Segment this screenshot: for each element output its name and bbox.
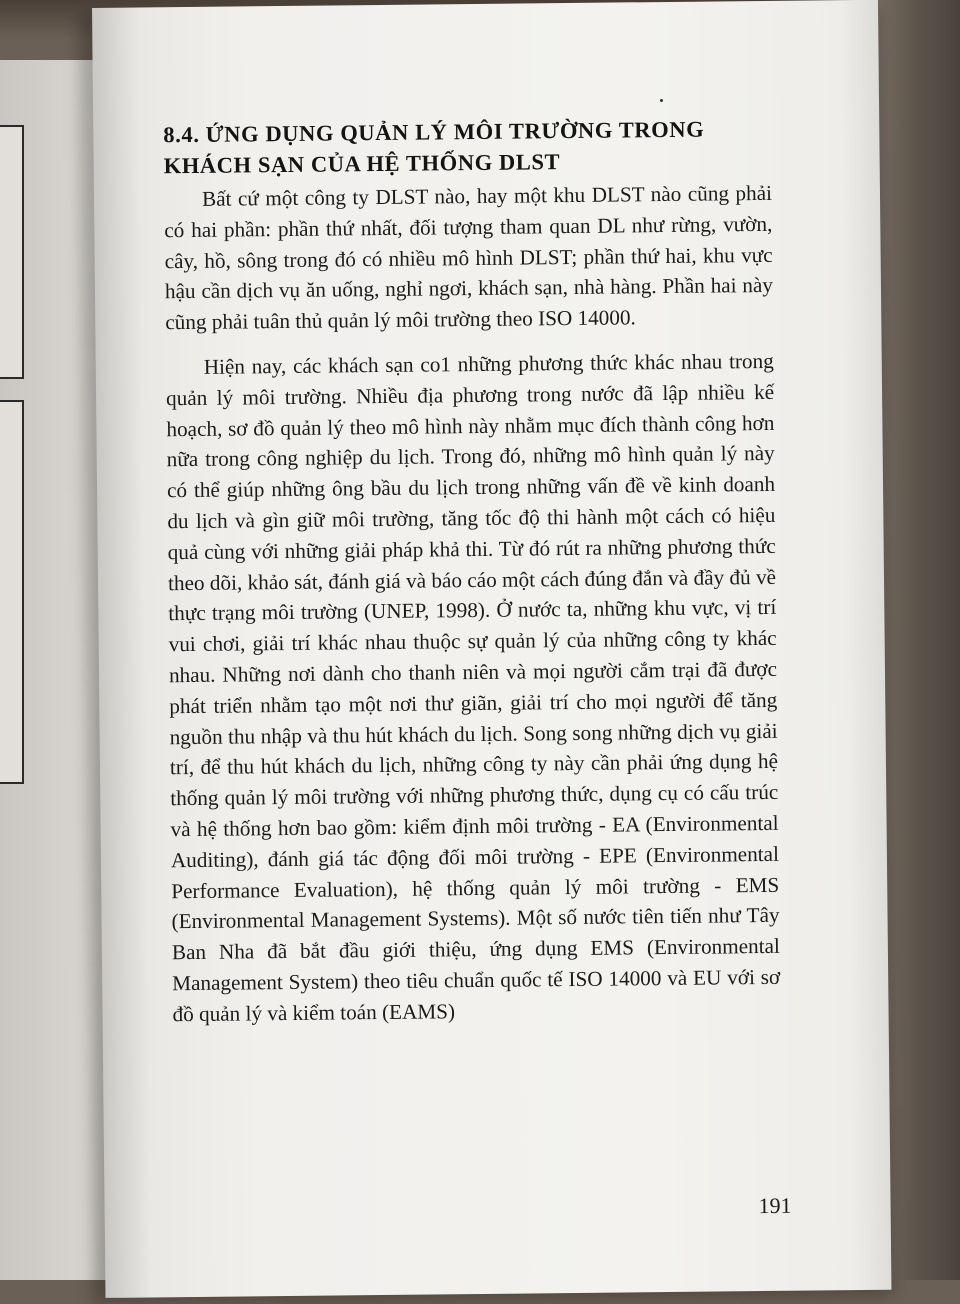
book-page [92, 0, 891, 1298]
section-title-line-1: 8.4. ỨNG DỤNG QUẢN LÝ MÔI TRƯỜNG TRONG [163, 116, 705, 148]
page-number: 191 [758, 1192, 792, 1219]
paragraph-2: Hiện nay, các khách sạn co1 những phương thức khác nhau trong quản lý môi trường. Nhiều địa phương trong nước đã lập nhiều kế hoạch, sơ đồ quản lý theo mô hình này nhằm mục đích thành công hơn nữa trong công nghiệp du lịch. Trong đó, những mô hình quản lý này có thể giúp những ông bầu du lịch trong những vấn đề về kinh doanh du lịch và gìn giữ môi trường, tăng tốc độ thi hành một cách có hiệu quả cùng với những giải pháp khả thi. Từ đó rút ra những phương thức theo dõi, khảo sát, đánh giá và báo cáo một cách đúng đắn và đầy đủ về thực trạng môi trường (UNEP, 1998). Ở nước ta, những khu vực, vị trí vui chơi, giải trí khác nhau thuộc sự quản lý của những công ty khác nhau. Những nơi dành cho thanh niên và mọi người cắm trại đã được phát triển nhằm tạo một nơi thư giãn, giải trí cho mọi người để tăng nguồn thu nhập và thu hút khách du lịch. Song song những dịch vụ giải trí, để thu hút khách du lịch, những công ty này cần phải ứng dụng hệ thống quản lý môi trường với những phương thức, dụng cụ có cấu trúc và hệ thống hơn bao gồm: kiểm định môi trường - EA (Environmental Auditing), đánh giá tác động đối môi trường - EPE (Environmental Performance Evaluation), hệ thống quản lý môi trường - EMS (Environmental Management Systems). Một số nước tiên tiến như Tây Ban Nha đã bắt đầu giới thiệu, ứng dụng EMS (Environmental Management System) theo tiêu chuẩn quốc tế ISO 14000 và EU với sơ đồ quản lý và kiểm toán (EAMS) [165, 348, 781, 1026]
section-title-line-2: KHÁCH SẠN CỦA HỆ THỐNG DLST [163, 149, 561, 179]
section-title [163, 113, 772, 181]
underlying-page-frame-upper [0, 125, 24, 379]
page-content [163, 113, 781, 1030]
ink-dot [660, 99, 663, 102]
underlying-page-frame-lower [0, 400, 24, 784]
paragraph-1: Bất cứ một công ty DLST nào, hay một khu DLST nào cũng phải có hai phần: phần thứ nhất, đối tượng tham quan DL như rừng, vườn, cây, hồ, sông trong đó có nhiều mô hình DLST; phần thứ hai, khu vực hậu cần dịch vụ ăn uống, nghỉ ngơi, khách sạn, nhà hàng. Phần hai này cũng phải tuân thủ quản lý môi trường theo ISO 14000. [164, 180, 774, 335]
